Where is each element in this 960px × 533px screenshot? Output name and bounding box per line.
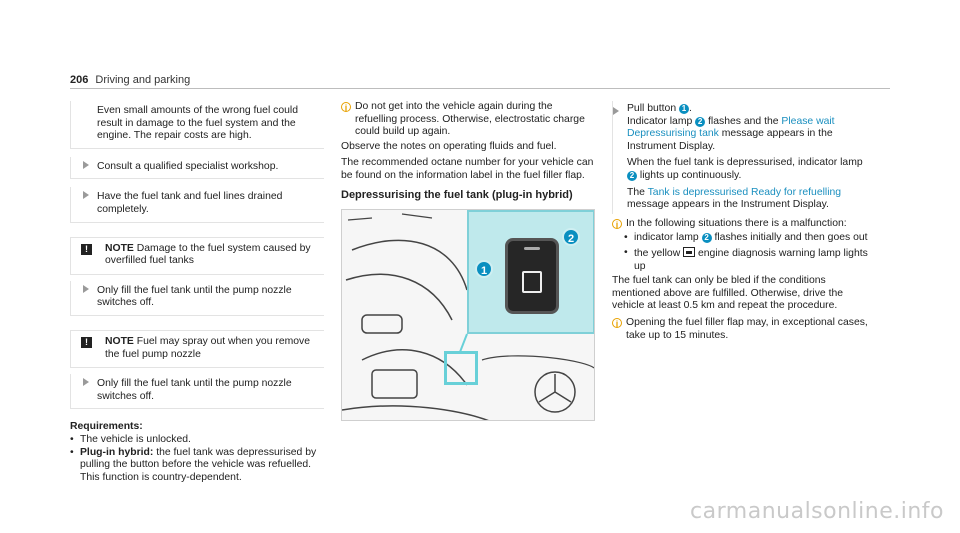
note-label: NOTE: [105, 242, 134, 254]
step-text: message appears in the Instrument Display.: [627, 128, 833, 152]
ref-number-2: 2: [695, 117, 705, 127]
page-header: [70, 74, 190, 87]
display-message: Tank is depressurised Ready for refuelling: [647, 186, 842, 198]
column-left: [70, 101, 324, 484]
requirement-text: The vehicle is unlocked.: [80, 433, 191, 445]
info-icon: i: [612, 318, 622, 328]
step-text: The: [627, 186, 645, 198]
note-spray: [70, 330, 324, 368]
note-overfill: [70, 237, 324, 275]
step-arrow-icon: [83, 285, 89, 293]
requirement-text: the fuel tank was depressurised by pulling the button before the vehicle was refuelled. This function is country-dependent.: [80, 446, 317, 483]
section-title: Driving and parking: [95, 74, 191, 86]
info-malfunction: [612, 218, 872, 231]
requirements-title: Requirements:: [70, 421, 143, 433]
info-opening: [612, 317, 872, 342]
watermark: carmanualsonline.info: [690, 499, 944, 525]
malfunction-text: engine diagnosis warning lamp lights up: [634, 247, 868, 272]
step-only-fill-text: Only fill the fuel tank until the pump nozzle switches off.: [97, 378, 292, 402]
step-only-fill-text: Only fill the fuel tank until the pump nozzle switches off.: [97, 284, 292, 309]
step-arrow-icon: [83, 161, 89, 169]
callout-2: 2: [562, 228, 580, 246]
step-drain-text: Have the fuel tank and fuel lines drained completely.: [97, 191, 283, 215]
info-text: Opening the fuel filler flap may, in exceptional cases, take up to 15 minutes.: [626, 316, 868, 341]
step-arrow-icon: [83, 191, 89, 199]
step-arrow-icon: [83, 378, 89, 386]
malfunction-text: indicator lamp: [634, 232, 699, 244]
step-consult: [70, 157, 324, 180]
bled-text: The fuel tank can only be bled if the conditions mentioned above are fulfilled. Otherwise, drive the vehicle at least 0.5 km and repeat the procedure.: [612, 275, 844, 312]
page-number: 206: [70, 74, 89, 86]
ref-number-1: 1: [679, 104, 689, 114]
info-icon: i: [341, 102, 351, 112]
octane-text: The recommended octane number for your vehicle can be found on the information label in the fuel filler flap.: [341, 157, 594, 181]
step-consult-text: Consult a qualified specialist workshop.: [97, 160, 279, 172]
step-text: Indicator lamp: [627, 115, 693, 127]
step-arrow-icon: [613, 107, 619, 115]
step-text: flashes and the: [708, 115, 779, 127]
display-message: Please wait Depressurising tank: [627, 115, 835, 140]
ref-number-2: 2: [702, 233, 712, 243]
step-text: lights up continuously.: [639, 169, 742, 181]
info-text: In the following situations there is a malfunction:: [626, 217, 847, 229]
step-text: message appears in the Instrument Display.: [627, 199, 829, 211]
malfunction-text: flashes initially and then goes out: [714, 232, 868, 244]
requirement-label: Plug-in hybrid:: [80, 446, 154, 458]
step-pull-button: Pull button 1 . Indicator lamp 2 flashes and the Please wait Depressurising tank message appears in the Instrument Display. When the fuel tank is depressurised, indicator lamp 2 lights up continuously. The Tank is depressurised Ready for refuelling message appears in the Instrument Display.: [612, 101, 872, 214]
malfunction-text: the yellow: [634, 247, 681, 259]
requirement-item: [70, 434, 324, 447]
note-label: NOTE: [105, 335, 134, 347]
step-drain: [70, 187, 324, 222]
callout-1: 1: [475, 260, 493, 278]
section-heading: Depressurising the fuel tank (plug-in hybrid): [341, 188, 573, 201]
warning-icon: !: [81, 337, 92, 348]
step-only-fill-2: [70, 374, 324, 409]
indicator-lamp: [524, 247, 540, 250]
switch-location-highlight: [444, 351, 478, 385]
figure-dashboard: [341, 209, 595, 421]
observe-text: Observe the notes on operating fluids and fuel.: [341, 140, 557, 152]
ref-number-2: 2: [627, 171, 637, 181]
note-text: Damage to the fuel system caused by overfilled fuel tanks: [105, 242, 311, 267]
info-text: Do not get into the vehicle again during the refuelling process. Otherwise, electrostatic charge could build up again.: [355, 101, 585, 138]
step-text: When the fuel tank is depressurised, indicator lamp: [627, 157, 863, 169]
requirement-item: [70, 447, 324, 485]
info-icon: i: [612, 219, 622, 229]
intro-box: [70, 101, 324, 149]
malfunction-item: [612, 232, 872, 245]
warning-icon: !: [81, 244, 92, 255]
switch-inset: [467, 210, 595, 334]
column-right: [612, 101, 872, 344]
info-get-in: [341, 101, 595, 139]
step-only-fill-1: [70, 281, 324, 316]
header-divider: [70, 88, 890, 89]
note-text: Fuel may spray out when you remove the fuel pump nozzle: [105, 335, 311, 360]
column-middle: [341, 101, 595, 421]
fuel-pump-icon: [522, 271, 542, 293]
depressurise-button[interactable]: [505, 238, 559, 314]
step-text: Pull button: [627, 103, 677, 114]
malfunction-item: [612, 247, 872, 273]
engine-diagnosis-icon: [683, 247, 695, 257]
intro-text: Even small amounts of the wrong fuel could result in damage to the fuel system and the engine. The repair costs are high.: [97, 105, 298, 142]
